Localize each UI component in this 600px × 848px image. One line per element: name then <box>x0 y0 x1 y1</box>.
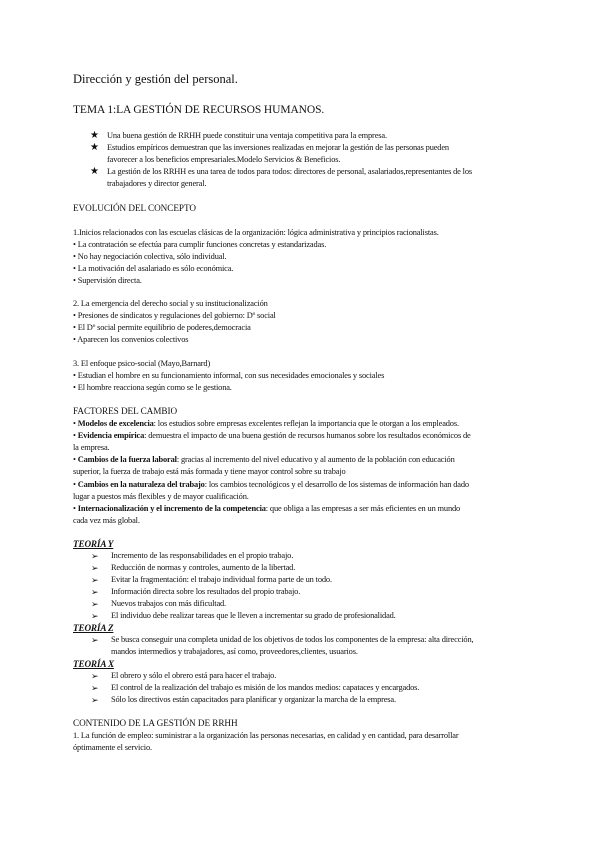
factor-term: Evidencia empírica <box>77 431 145 440</box>
factor-text: : demuestra el impacto de una buena gestión de recursos humanos sobre los resultados económicos de <box>144 431 471 440</box>
chapter-title: TEMA 1:LA GESTIÓN DE RECURSOS HUMANOS. <box>73 104 325 116</box>
evolucion-line: 3. El enfoque psico-social (Mayo,Barnard) <box>73 359 211 368</box>
factor-item: • Cambios en la naturaleza del trabajo: los cambios tecnológicos y el desarrollo de los sistemas de información han dado <box>73 480 469 489</box>
evolucion-line: • El Dº social permite equilibrio de poderes,democracia <box>73 323 251 332</box>
evolucion-line: • Presiones de sindicatos y regulaciones del gobierno: Dº social <box>73 311 276 320</box>
factor-term: Modelos de excelencia <box>77 419 154 428</box>
arrow-bullet-icon: ➢ <box>91 635 99 645</box>
section-heading-contenido: CONTENIDO DE LA GESTIÓN DE RRHH <box>73 718 238 728</box>
arrow-bullet-icon: ➢ <box>91 611 99 621</box>
factor-item: • Evidencia empírica: demuestra el impacto de una buena gestión de recursos humanos sobre los resultados económicos de <box>73 431 471 440</box>
factor-term: Cambios en la naturaleza del trabajo <box>77 480 205 489</box>
arrow-bullet-icon: ➢ <box>91 671 99 681</box>
intro-line: Estudios empíricos demuestran que las inversiones realizadas en mejorar la gestión de las personas pueden <box>107 143 449 152</box>
theory-y-item: Información directa sobre los resultados del propio trabajo. <box>111 587 301 596</box>
factor-item: • Modelos de excelencia: los estudios sobre empresas excelentes reflejan la importancia que le otorgan a los empleados. <box>73 419 459 428</box>
evolucion-line: • Supervisión directa. <box>73 276 142 285</box>
factor-item: • Internacionalización y el incremento de la competencia: que obliga a las empresas a ser más eficientes en un mundo <box>73 504 461 513</box>
arrow-bullet-icon: ➢ <box>91 563 99 573</box>
theory-heading-z: TEORÍA Z <box>73 623 114 633</box>
factor-text: : gracias al incremento del nivel educativo y al aumento de la población con educación <box>176 455 455 464</box>
factor-text-cont: la empresa. <box>73 443 110 452</box>
evolucion-line: • No hay negociación colectiva, sólo individual. <box>73 252 227 261</box>
factor-text: : que obliga a las empresas a ser más eficientes en un mundo <box>265 504 461 513</box>
arrow-bullet-icon: ➢ <box>91 587 99 597</box>
factor-text-cont: lugar a puestos más flexibles y de mayor cualificación. <box>73 492 249 501</box>
factor-text: : los cambios tecnológicos y el desarrollo de los sistemas de información han dado <box>204 480 469 489</box>
theory-heading-y: TEORÍA Y <box>73 539 114 549</box>
theory-z-text: mandos intermedios y trabajadores, así como, proveedores,clientes, usuarios. <box>111 647 358 656</box>
evolucion-line: 2. La emergencia del derecho social y su institucionalización <box>73 299 268 308</box>
evolucion-line: • Aparecen los convenios colectivos <box>73 335 189 344</box>
evolucion-line: • La motivación del asalariado es sólo económica. <box>73 264 234 273</box>
arrow-bullet-icon: ➢ <box>91 599 99 609</box>
evolucion-line: • Estudian el hombre en su funcionamiento informal, con sus necesidades emocionales y sociales <box>73 371 385 380</box>
contenido-line: 1. La función de empleo: suministrar a la organización las personas necesarias, en calidad y en cantidad, para desarrollar <box>73 731 459 740</box>
factor-text-cont: superior, la fuerza de trabajo está más formada y tiene mayor control sobre su trabajo <box>73 467 346 476</box>
arrow-bullet-icon: ➢ <box>91 683 99 693</box>
theory-y-item: Reducción de normas y controles, aumento de la libertad. <box>111 563 296 572</box>
intro-line: Una buena gestión de RRHH puede constituir una ventaja competitiva para la empresa. <box>107 131 387 140</box>
factor-text-cont: cada vez más global. <box>73 516 140 525</box>
theory-y-item: El individuo debe realizar tareas que le lleven a incrementar su grado de profesionalidad. <box>111 611 396 620</box>
factor-item: • Cambios de la fuerza laboral: gracias al incremento del nivel educativo y al aumento de la población con educación <box>73 455 455 464</box>
factor-text: : los estudios sobre empresas excelentes reflejan la importancia que le otorgan a los empleados. <box>153 419 459 428</box>
factor-term: Cambios de la fuerza laboral <box>77 455 177 464</box>
theory-z-text: Se busca conseguir una completa unidad de los objetivos de todos los componentes de la empresa: alta dirección, <box>111 635 474 644</box>
document-title: Dirección y gestión del personal. <box>73 72 238 86</box>
factor-term: Internacionalización y el incremento de la competencia <box>77 504 266 513</box>
evolucion-line: • La contratación se efectúa para cumplir funciones concretas y estandarizadas. <box>73 240 327 249</box>
star-bullet-icon: ★ <box>90 130 99 141</box>
evolucion-line: • El hombre reacciona según como se le gestiona. <box>73 383 232 392</box>
theory-y-item: Incremento de las responsabilidades en el propio trabajo. <box>111 551 294 560</box>
theory-y-item: Nuevos trabajos con más dificultad. <box>111 599 226 608</box>
theory-y-item: Evitar la fragmentación: el trabajo individual forma parte de un todo. <box>111 575 332 584</box>
arrow-bullet-icon: ➢ <box>91 575 99 585</box>
arrow-bullet-icon: ➢ <box>91 695 99 705</box>
theory-x-item: El obrero y sólo el obrero está para hacer el trabajo. <box>111 671 277 680</box>
star-bullet-icon: ★ <box>90 166 99 177</box>
intro-line: La gestión de los RRHH es una tarea de todos para todos: directores de personal, asalariados,representantes de los <box>107 167 473 176</box>
section-heading-factores: FACTORES DEL CAMBIO <box>73 406 178 416</box>
section-heading-evolucion: EVOLUCIÓN DEL CONCEPTO <box>73 203 196 213</box>
contenido-line: óptimamente el servicio. <box>73 743 152 752</box>
star-bullet-icon: ★ <box>90 142 99 153</box>
intro-line: trabajadores y director general. <box>107 179 207 188</box>
intro-line: favorecer a los beneficios empresariales.Modelo Servicios & Beneficios. <box>107 155 341 164</box>
arrow-bullet-icon: ➢ <box>91 551 99 561</box>
theory-x-item: El control de la realización del trabajo es misión de los mandos medios: capataces y encargados. <box>111 683 420 692</box>
theory-heading-x: TEORÍA X <box>73 659 114 669</box>
evolucion-line: 1.Inicios relacionados con las escuelas clásicas de la organización: lógica administrativa y principios racionalistas. <box>73 228 439 237</box>
theory-x-item: Sólo los directivos están capacitados para planificar y organizar la marcha de la empresa. <box>111 695 396 704</box>
